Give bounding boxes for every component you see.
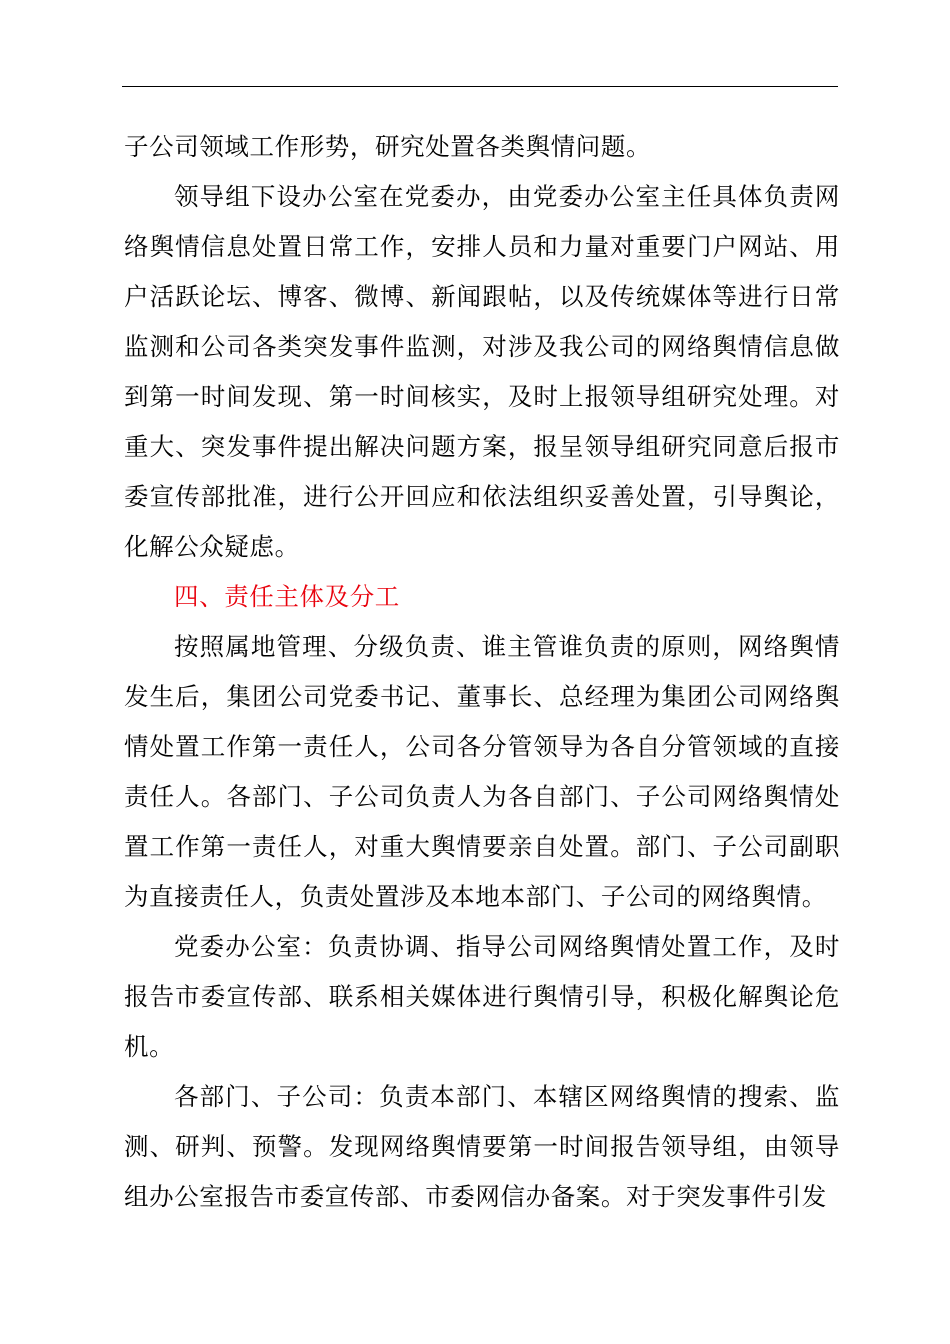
paragraph-departments: 各部门、子公司：负责本部门、本辖区网络舆情的搜索、监测、研判、预警。发现网络舆情要第一时间报告领导组，由领导组办公室报告市委宣传部、市委网信办备案。对于突发事件引发 [124, 1082, 840, 1211]
paragraph-responsibility: 按照属地管理、分级负责、谁主管谁负责的原则，网络舆情发生后，集团公司党委书记、董事长、总经理为集团公司网络舆情处置工作第一责任人，公司各分管领导为各自分管领域的直接责任人。各部门、子公司负责人为各自部门、子公司网络舆情处置工作第一责任人，对重大舆情要亲自处置。部门、子公司副职为直接责任人，负责处置涉及本地本部门、子公司的网络舆情。 [124, 632, 840, 911]
paragraph-party-office: 党委办公室：负责协调、指导公司网络舆情处置工作，及时报告市委宣传部、联系相关媒体进行舆情引导，积极化解舆论危机。 [124, 932, 840, 1061]
section-heading-text: 四、责任主体及分工 [174, 582, 400, 611]
document-body [124, 122, 840, 1222]
section-heading [124, 572, 840, 622]
header-rule [122, 86, 838, 87]
paragraph-continuation: 子公司领域工作形势，研究处置各类舆情问题。 [124, 132, 652, 161]
paragraph-office-duties: 领导组下设办公室在党委办，由党委办公室主任具体负责网络舆情信息处置日常工作，安排人员和力量对重要门户网站、用户活跃论坛、博客、微博、新闻跟帖，以及传统媒体等进行日常监测和公司各类突发事件监测，对涉及我公司的网络舆情信息做到第一时间发现、第一时间核实，及时上报领导组研究处理。对重大、突发事件提出解决问题方案，报呈领导组研究同意后报市委宣传部批准，进行公开回应和依法组织妥善处置，引导舆论，化解公众疑虑。 [124, 182, 840, 561]
